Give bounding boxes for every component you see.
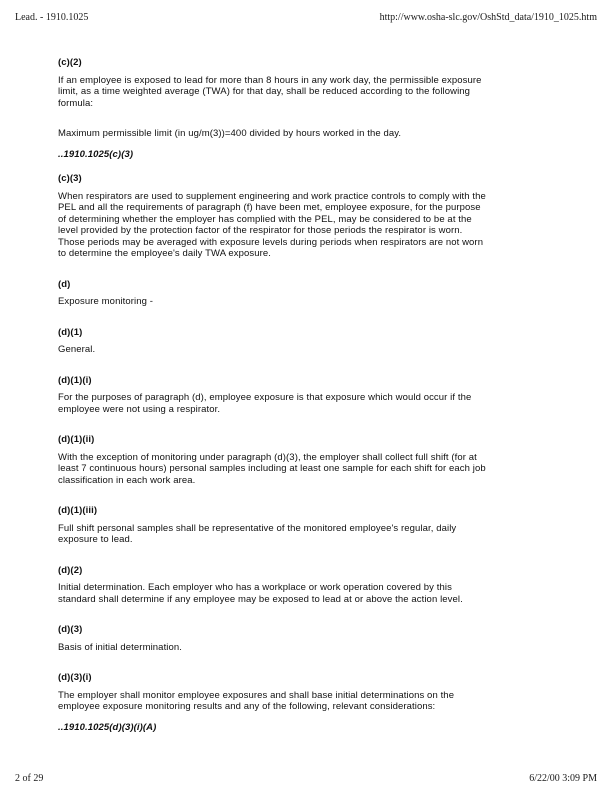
section-ref-heading: (d) (58, 278, 71, 290)
page-header (15, 12, 597, 23)
regulation-text-body (58, 57, 488, 733)
page-number: 2 of 29 (15, 773, 44, 784)
section-ref-heading: (c)(2) (58, 57, 82, 68)
cross-reference: ..1910.1025(d)(3)(i)(A) (58, 721, 157, 733)
section-paragraph: Initial determination. Each employer who has a workplace or work operation covered by this standard shall determine if any employee may be exposed to lead at or above the action level. (58, 582, 463, 605)
section-paragraph: For the purposes of paragraph (d), employee exposure is that exposure which would occur if the employee were not using a respirator. (58, 392, 472, 415)
section-paragraph: The employer shall monitor employee exposures and shall base initial determinations on the employee exposure monitoring results and any of the following, relevant considerations: (58, 689, 455, 712)
section-paragraph: Full shift personal samples shall be representative of the monitored employee's regular, daily exposure to lead. (58, 522, 457, 545)
document-title: Lead. - 1910.1025 (15, 12, 89, 23)
page-footer (15, 773, 597, 784)
section-ref-heading: (d)(1) (58, 326, 83, 338)
section-ref-heading: (d)(1)(ii) (58, 434, 95, 445)
section-ref-heading: (d)(3)(i) (58, 672, 92, 683)
print-timestamp: 6/22/00 3:09 PM (529, 773, 597, 784)
section-paragraph: Basis of initial determination. (58, 641, 183, 653)
section-ref-heading: (d)(2) (58, 564, 83, 576)
section-ref-heading: (d)(1)(i) (58, 374, 92, 386)
section-paragraph: General. (58, 344, 96, 355)
section-paragraph: If an employee is exposed to lead for more than 8 hours in any work day, the permissible exposure limit, as a time weighted average (TWA) for that day, shall be reduced according to the following formula: (58, 74, 482, 109)
section-paragraph: Exposure monitoring - (58, 296, 154, 307)
section-ref-heading: (d)(1)(iii) (58, 505, 98, 516)
formula-line: Maximum permissible limit (in ug/m(3))=400 divided by hours worked in the day. (58, 128, 402, 139)
section-ref-heading: (c)(3) (58, 173, 82, 184)
cross-reference: ..1910.1025(c)(3) (58, 148, 134, 160)
section-paragraph: With the exception of monitoring under paragraph (d)(3), the employer shall collect full shift (for at least 7 continuous hours) personal samples including at least one sample for each shift for each job classification in each work area. (58, 451, 486, 486)
section-paragraph: When respirators are used to supplement engineering and work practice controls to comply with the PEL and all the requirements of paragraph (f) have been met, employee exposure, for the purpose of determining whether the employer has complied with the PEL, may be considered to be at the level provided by the protection factor of the respirator for those periods the respirator is worn. Those periods may be averaged with exposure levels during periods when respirators are not worn to determine the employee's daily TWA exposure. (58, 190, 486, 259)
section-ref-heading: (d)(3) (58, 624, 83, 635)
source-url: http://www.osha-slc.gov/OshStd_data/1910_1025.htm (379, 12, 597, 23)
